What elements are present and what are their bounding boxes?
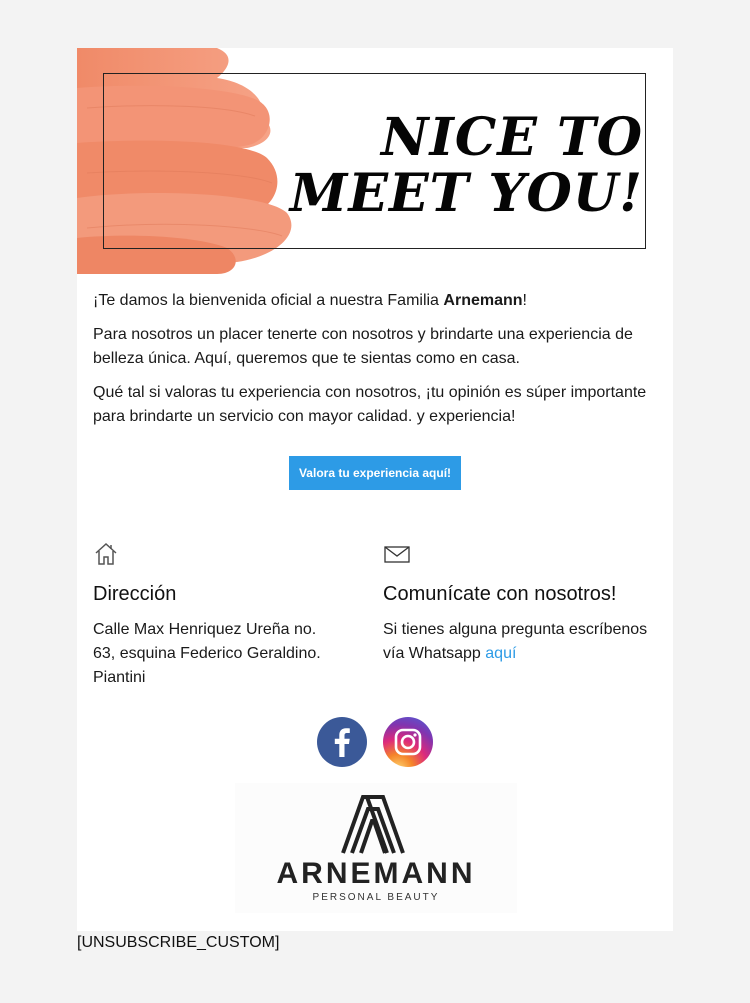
contact-text-body: Si tienes alguna pregunta escríbenos vía Whatsapp (383, 621, 648, 662)
logo-tagline: PERSONAL BEAUTY (312, 892, 440, 903)
address-column (93, 540, 363, 686)
brand-logo (235, 783, 517, 913)
mail-icon (383, 540, 411, 568)
whatsapp-link[interactable]: aquí (485, 645, 517, 662)
hero-banner (77, 48, 673, 274)
logo-wordmark: ARNEMANN (276, 857, 476, 890)
home-icon (93, 540, 119, 568)
greeting-suffix: ! (522, 292, 527, 309)
hero-title-line2: MEET YOU! (289, 163, 643, 224)
contact-title: Comunícate con nosotros! (383, 583, 617, 605)
address-title: Dirección (93, 583, 177, 605)
hero-title-line1: NICE TO (381, 107, 643, 168)
greeting-paragraph (93, 289, 653, 313)
welcome-paragraph: Para nosotros un placer tenerte con nosotros y brindarte una experiencia de belleza única. Aquí, queremos que te sientas como en casa. (93, 326, 633, 367)
hero-title (289, 107, 643, 224)
unsubscribe-text[interactable]: [UNSUBSCRIBE_CUSTOM] (77, 934, 280, 951)
address-text: Calle Max Henriquez Ureña no. 63, esquina Federico Geraldino. Piantini (93, 621, 321, 686)
email-card (77, 48, 673, 931)
brand-name: Arnemann (443, 292, 523, 309)
greeting-prefix: ¡Te damos la bienvenida oficial a nuestra Familia (93, 292, 444, 309)
contact-column (383, 540, 653, 662)
logo-mark (235, 783, 517, 857)
instagram-icon[interactable] (383, 717, 433, 767)
contact-text (383, 618, 663, 666)
feedback-paragraph: Qué tal si valoras tu experiencia con nosotros, ¡tu opinión es súper importante para brindarte un servicio con mayor calidad. y experiencia! (93, 384, 647, 425)
facebook-icon[interactable] (317, 717, 367, 767)
rate-experience-button[interactable]: Valora tu experiencia aquí! (289, 456, 461, 490)
